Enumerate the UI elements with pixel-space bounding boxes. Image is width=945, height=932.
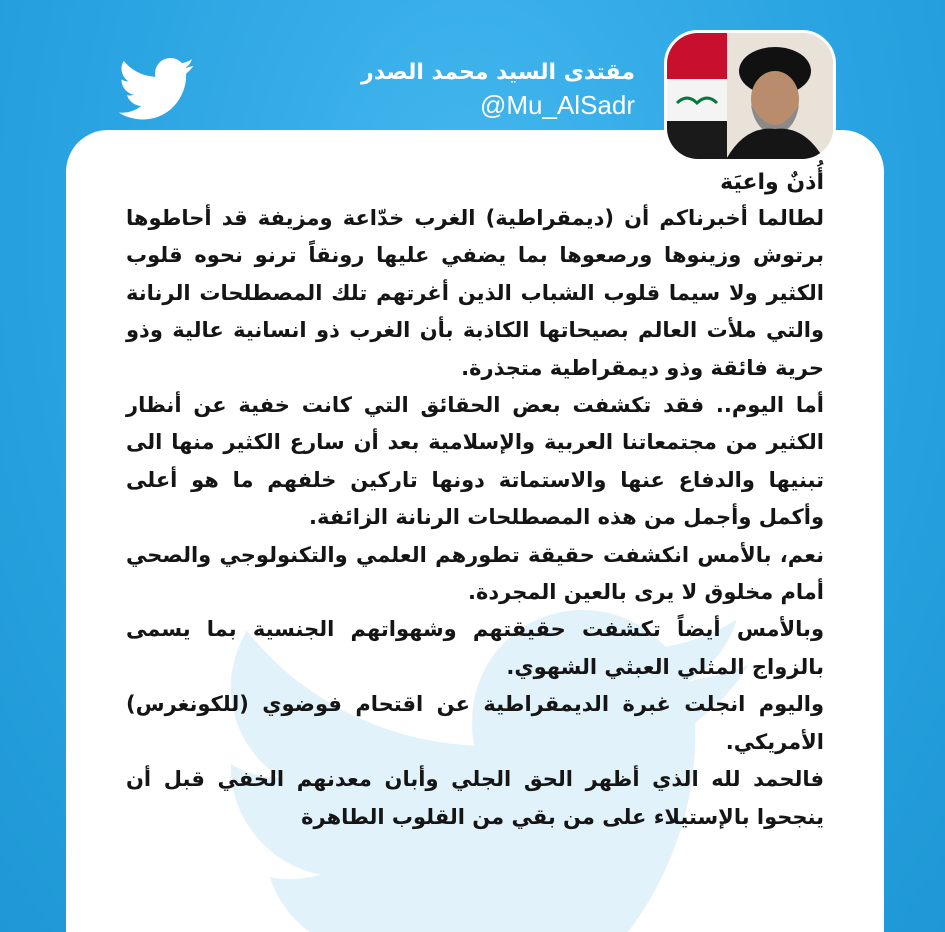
avatar[interactable]: [664, 30, 836, 162]
post-paragraph: نعم، بالأمس انكشفت حقيقة تطورهم العلمي والتكنولوجي والصحي أمام مخلوق لا يرى بالعين المجردة.: [126, 542, 824, 605]
post-paragraph: لطالما أخبرناكم أن (ديمقراطية) الغرب خدّاعة ومزيفة قد أحاطوها برتوش وزينوها ورصعوها بما يضفي عليها رونقاً ترنو نحوه قلوب الكثير ولا سيما قلوب الشباب الذين أغرتهم تلك المصطلحات الرنانة والتي ملأت العالم بصيحاتها الكاذبة بأن الغرب ذو انسانية عالية وذو حرية فائقة وذو ديمقراطية متجذرة.: [126, 206, 824, 380]
user-handle[interactable]: @Mu_AlSadr: [479, 90, 635, 120]
post-title: أُذنٌ واعيَة: [720, 170, 824, 195]
display-name: مقتدى السيد محمد الصدر: [361, 60, 635, 85]
post-paragraph: وبالأمس أيضاً تكشفت حقيقتهم وشهواتهم الجنسية بما يسمى بالزواج المثلي العبثي الشهوي.: [126, 617, 824, 679]
post-paragraph: فالحمد لله الذي أظهر الحق الجلي وأبان معدنهم الخفي قبل أن ينجحوا بالإستيلاء على من بقي من القلوب الطاهرة: [126, 767, 824, 829]
profile-header: [305, 58, 635, 122]
tweet-card: [66, 130, 884, 932]
post-paragraph: واليوم انجلت غبرة الديمقراطية عن اقتحام فوضوي (للكونغرس) الأمريكي.: [126, 692, 824, 754]
post-paragraph: أما اليوم.. فقد تكشفت بعض الحقائق التي كانت خفية عن أنظار الكثير من مجتمعاتنا العربية والإسلامية بعد أن سارع الكثير منها الى تبنيها والدفاع عنها والاستماتة دونها تاركين خلفهم ما هو أعلى وأكمل وأجمل من هذه المصطلحات الرنانة الزائفة.: [126, 393, 824, 530]
avatar-photo: [667, 33, 836, 162]
tweet-text: [126, 168, 824, 836]
twitter-bird-icon: [112, 58, 202, 122]
